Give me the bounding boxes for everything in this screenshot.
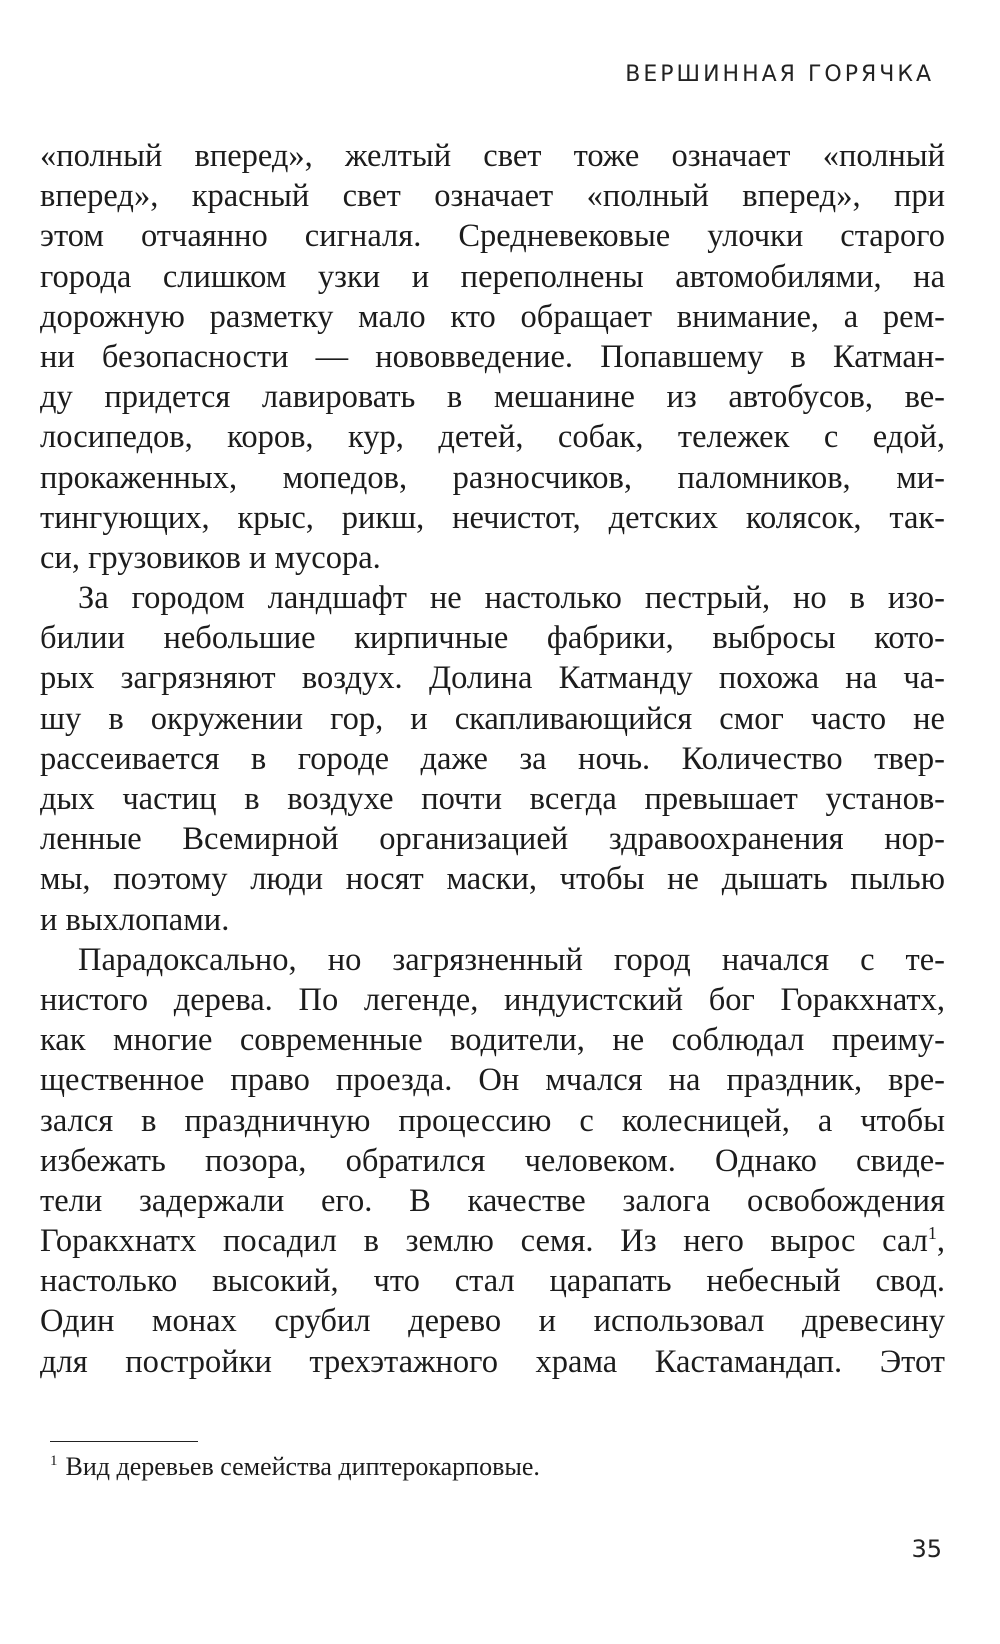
paragraph-3 bbox=[40, 940, 945, 1382]
page-number: 35 bbox=[911, 1535, 942, 1563]
text-line: «полный вперед», желтый свет тоже означает «полный bbox=[40, 138, 945, 174]
text-line: и выхлопами. bbox=[40, 901, 230, 938]
text-line: Один монах срубил дерево и использовал древесину bbox=[40, 1303, 945, 1340]
footnote-divider bbox=[50, 1441, 198, 1442]
text-line: билии небольшие кирпичные фабрики, выбросы кото- bbox=[40, 620, 945, 657]
text-line: щественное право проезда. Он мчался на праздник, вре- bbox=[40, 1062, 945, 1099]
text-line: За городом ландшафт не настолько пестрый, но в изо- bbox=[78, 580, 945, 617]
text-line: как многие современные водители, не соблюдал преиму- bbox=[40, 1022, 945, 1059]
text-line: избежать позора, обратился человеком. Однако свиде- bbox=[40, 1142, 945, 1179]
text-line: этом отчаянно сигналя. Средневековые улочки старого bbox=[40, 218, 945, 255]
footnote-mark: 1 bbox=[927, 1223, 937, 1244]
text-line-start: Горакхнатх посадил в землю семя. Из него вырос сал bbox=[40, 1223, 928, 1260]
paragraph-1 bbox=[40, 136, 945, 578]
text-line: ни безопасности — нововведение. Попавшему в Катман- bbox=[40, 338, 945, 375]
text-line-with-footnote bbox=[40, 1221, 945, 1261]
text-line: рых загрязняют воздух. Долина Катманду похожа на ча- bbox=[40, 660, 945, 697]
text-line: прокаженных, мопедов, разносчиков, паломников, ми- bbox=[40, 459, 945, 496]
text-line: мы, поэтому люди носят маски, чтобы не дышать пылью bbox=[40, 861, 945, 898]
text-line: си, грузовиков и мусора. bbox=[40, 539, 381, 576]
text-line: настолько высокий, что стал царапать небесный свод. bbox=[40, 1263, 945, 1300]
running-head: ВЕРШИННАЯ ГОРЯЧКА bbox=[625, 62, 934, 87]
text-line: рассеивается в городе даже за ночь. Количество твер- bbox=[40, 740, 945, 777]
text-line: зался в праздничную процессию с колесницей, а чтобы bbox=[40, 1102, 945, 1139]
text-line: тели задержали его. В качестве залога освобождения bbox=[40, 1182, 945, 1219]
paragraph-2 bbox=[40, 578, 945, 940]
text-line: ленные Всемирной организацией здравоохранения нор- bbox=[40, 821, 945, 858]
text-line: ду придется лавировать в мешанине из автобусов, ве- bbox=[40, 379, 945, 416]
text-line: шу в окружении гор, и скапливающийся смог часто не bbox=[40, 700, 945, 737]
text-line: Парадоксально, но загрязненный город начался с те- bbox=[78, 941, 945, 978]
body-text bbox=[40, 136, 945, 1382]
text-line: для постройки трехэтажного храма Кастамандап. Этот bbox=[40, 1343, 945, 1380]
footnote bbox=[50, 1452, 540, 1482]
text-line: тингующих, крыс, рикш, нечистот, детских колясок, так- bbox=[40, 499, 945, 536]
text-line: города слишком узки и переполнены автомобилями, на bbox=[40, 258, 945, 295]
text-line: нистого дерева. По легенде, индуистский бог Горакхнатх, bbox=[40, 981, 945, 1018]
text-line: дорожную разметку мало кто обращает внимание, а рем- bbox=[40, 298, 945, 335]
footnote-number: 1 bbox=[50, 1453, 58, 1470]
text-line: дых частиц в воздухе почти всегда превышает установ- bbox=[40, 781, 945, 817]
text-line-suffix: , bbox=[936, 1223, 945, 1260]
text-line: вперед», красный свет означает «полный вперед», при bbox=[40, 178, 945, 215]
footnote-text: Вид деревьев семейства диптерокарповые. bbox=[65, 1452, 540, 1481]
text-line: лосипедов, коров, кур, детей, собак, тележек с едой, bbox=[40, 419, 945, 456]
